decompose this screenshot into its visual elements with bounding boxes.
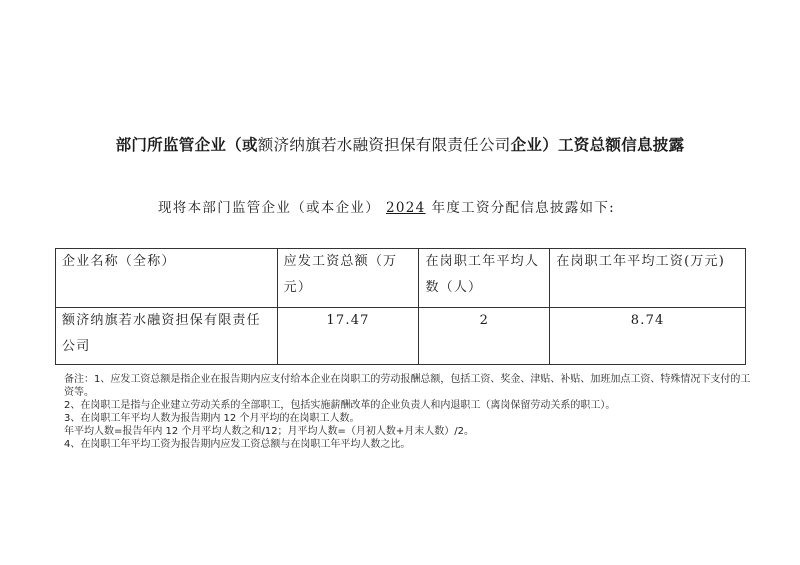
title-company: 额济纳旗若水融资担保有限责任公司 — [257, 136, 511, 154]
salary-table — [55, 248, 746, 365]
header-total-wages: 应发工资总额（万元） — [277, 249, 419, 308]
intro-after: 年度工资分配信息披露如下: — [431, 200, 616, 216]
note-line: 3、在岗职工年平均人数为报告期内 12 个月平均的在岗职工人数。 — [64, 413, 360, 424]
header-company-name: 企业名称（全称） — [56, 249, 278, 308]
cell-company-name: 额济纳旗若水融资担保有限责任公司 — [56, 308, 278, 365]
note-line: 年平均人数=报告年内 12 个月平均人数之和/12；月平均人数=（月初人数+月末人数）/2。 — [64, 426, 475, 437]
table-header-row — [56, 249, 746, 308]
title-middle: 企业 — [510, 135, 543, 154]
cell-avg-headcount: 2 — [419, 308, 550, 365]
intro-line — [158, 196, 615, 216]
intro-year: 2024 — [386, 200, 426, 216]
title-prefix: 部门所监管企业（或 — [115, 135, 258, 154]
note-line: 备注：1、应发工资总额是指企业在报告期内应支付给本企业在岗职工的劳动报酬总额，包括工资、奖金、津贴、补贴、加班加点工资、特殊情况下支付的工资等。 — [64, 374, 751, 398]
note-line: 4、在岗职工年平均工资为报告期内应发工资总额与在岗职工年平均人数之比。 — [64, 439, 411, 450]
header-avg-headcount: 在岗职工年平均人数（人） — [419, 249, 550, 308]
cell-avg-wage: 8.74 — [550, 308, 746, 365]
intro-before: 现将本部门监管企业（或本企业） — [158, 200, 380, 216]
header-avg-wage: 在岗职工年平均工资(万元) — [550, 249, 746, 308]
title-suffix: ）工资总额信息披露 — [542, 135, 685, 154]
cell-total-wages: 17.47 — [277, 308, 419, 365]
table-row — [56, 308, 746, 365]
note-line: 2、在岗职工是指与企业建立劳动关系的全部职工，包括实施薪酬改革的企业负责人和内退职工（离岗保留劳动关系的职工）。 — [64, 400, 616, 411]
notes-section — [64, 373, 754, 451]
page-title — [0, 133, 800, 155]
